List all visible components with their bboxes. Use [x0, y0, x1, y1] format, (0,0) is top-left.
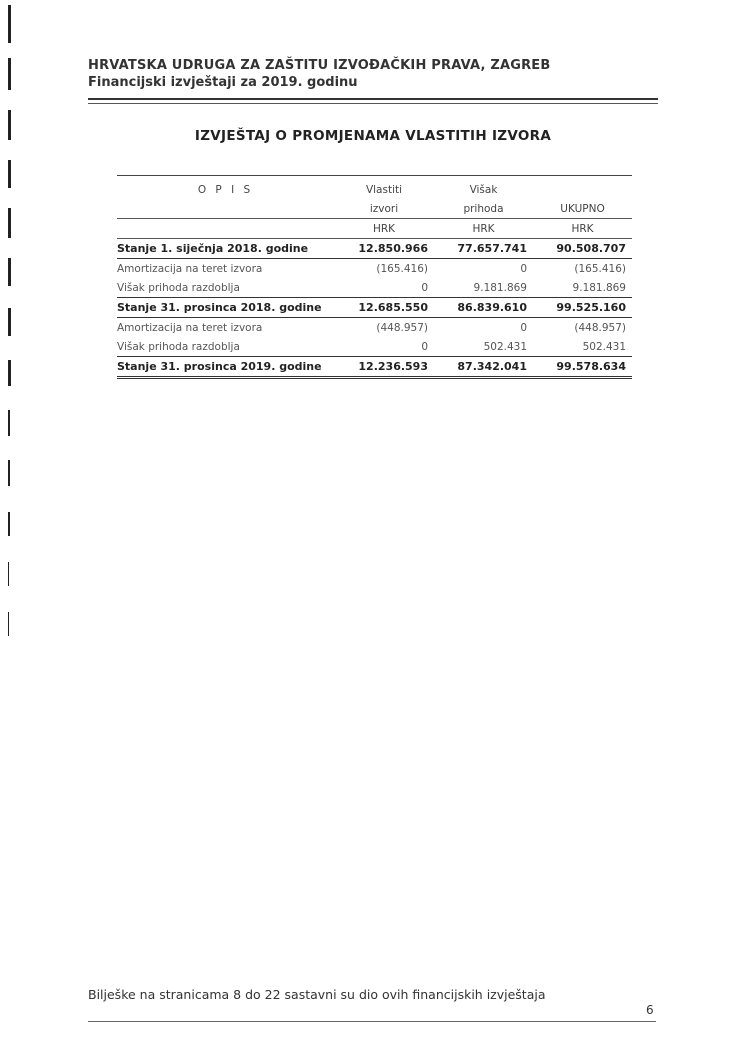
table-header-row	[117, 180, 632, 199]
cell-total: 99.525.160	[533, 298, 632, 318]
table-currency-row	[117, 219, 632, 239]
row-label: Višak prihoda razdoblja	[117, 278, 334, 298]
column-header-own-sources-2: izvori	[334, 199, 434, 219]
table-row	[117, 259, 632, 279]
scan-edge-mark	[8, 58, 11, 90]
cell-surplus: 0	[520, 262, 527, 275]
table-row	[117, 357, 632, 378]
cell-own-sources: (165.416)	[376, 262, 428, 275]
currency-label: HRK	[533, 219, 632, 239]
scan-edge-mark	[8, 308, 11, 336]
scan-edge-mark	[8, 5, 11, 43]
table-row	[117, 318, 632, 338]
header-rule	[88, 98, 658, 100]
scan-edge-mark	[8, 360, 11, 386]
document-header	[88, 57, 658, 91]
table-row	[117, 298, 632, 318]
cell-surplus: 86.839.610	[434, 298, 533, 318]
cell-total: 9.181.869	[533, 278, 632, 298]
cell-own-sources: 12.850.966	[334, 239, 434, 259]
page-title: IZVJEŠTAJ O PROMJENAMA VLASTITIH IZVORA	[194, 128, 552, 144]
column-header-surplus-2: prihoda	[434, 199, 533, 219]
cell-own-sources: (448.957)	[376, 321, 428, 334]
scan-edge-mark	[8, 208, 11, 238]
row-label: Stanje 31. prosinca 2019. godine	[117, 357, 334, 378]
table-header-row	[117, 199, 632, 219]
table-row	[117, 239, 632, 259]
scan-edge-mark	[8, 110, 11, 140]
scan-edge-mark	[8, 410, 10, 436]
cell-total: 99.578.634	[533, 357, 632, 378]
currency-label: HRK	[334, 219, 434, 239]
scan-edge-mark	[8, 460, 10, 486]
scan-edge-mark	[8, 612, 9, 636]
cell-total: 502.431	[533, 337, 632, 357]
table-row	[117, 337, 632, 357]
column-header-opis: O P I S	[197, 183, 254, 196]
footer-note: Bilješke na stranicama 8 do 22 sastavni su dio ovih financijskih izvještaja	[88, 987, 546, 1002]
cell-surplus: 87.342.041	[434, 357, 533, 378]
table-row	[117, 278, 632, 298]
row-label: Amortizacija na teret izvora	[117, 321, 263, 334]
column-header-surplus-1: Višak	[469, 183, 498, 196]
scan-edge-mark	[8, 160, 11, 188]
row-label: Stanje 1. siječnja 2018. godine	[117, 239, 334, 259]
organization-name: HRVATSKA UDRUGA ZA ZAŠTITU IZVOĐAČKIH PRAVA, ZAGREB	[88, 58, 551, 73]
cell-own-sources: 0	[334, 278, 434, 298]
equity-changes-table	[117, 175, 632, 379]
footer-rule	[88, 1021, 656, 1022]
cell-total: (448.957)	[574, 321, 626, 334]
scan-edge-mark	[8, 258, 11, 286]
cell-surplus: 9.181.869	[434, 278, 533, 298]
cell-surplus: 0	[520, 321, 527, 334]
row-label: Stanje 31. prosinca 2018. godine	[117, 298, 334, 318]
cell-own-sources: 12.236.593	[334, 357, 434, 378]
row-label: Amortizacija na teret izvora	[117, 262, 263, 275]
cell-surplus: 77.657.741	[434, 239, 533, 259]
page-number: 6	[646, 1003, 654, 1017]
cell-total: (165.416)	[574, 262, 626, 275]
cell-own-sources: 0	[334, 337, 434, 357]
cell-surplus: 502.431	[434, 337, 533, 357]
header-rule-thin	[88, 103, 658, 104]
cell-total: 90.508.707	[533, 239, 632, 259]
scan-edge-mark	[8, 562, 9, 586]
column-header-total: UKUPNO	[533, 199, 632, 219]
report-subtitle: Financijski izvještaji za 2019. godinu	[88, 75, 358, 90]
cell-own-sources: 12.685.550	[334, 298, 434, 318]
row-label: Višak prihoda razdoblja	[117, 337, 334, 357]
currency-label: HRK	[434, 219, 533, 239]
column-header-own-sources-1: Vlastiti	[365, 183, 403, 196]
scan-edge-mark	[8, 512, 10, 536]
